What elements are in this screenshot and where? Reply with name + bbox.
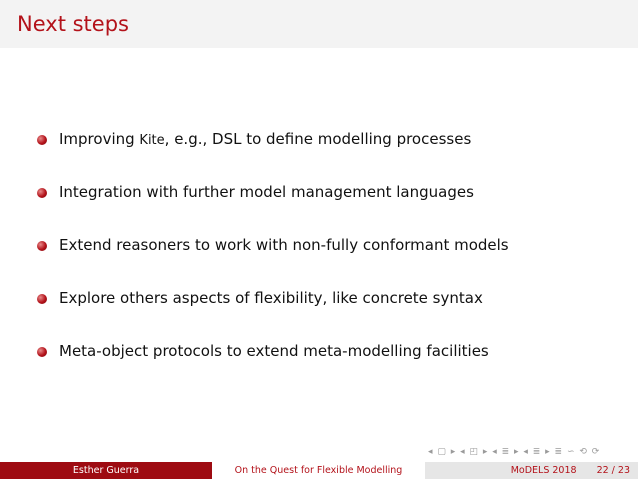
bullet-text: Explore others aspects of flexibility, like concrete syntax [59,289,483,307]
bullet-text-post: , e.g., DSL to define modelling processes [164,130,472,148]
bullet-item [37,285,627,311]
bullet-text [59,130,471,148]
bullet-text: Extend reasoners to work with non-fully conformant models [59,236,509,254]
beamer-navigation-icons[interactable]: ◂ ▢ ▸ ◂ ◰ ▸ ◂ ≣ ▸ ◂ ≣ ▸ ≣ ∽ ⟲ ⟳ [428,447,601,457]
bullet-item [37,338,627,364]
bullet-icon [37,294,47,304]
footer-author: Esther Guerra [0,462,212,479]
bullet-item [37,126,627,152]
bullet-icon [37,135,47,145]
bullet-item [37,232,627,258]
footer-talk-title: On the Quest for Flexible Modelling [212,462,425,479]
bullet-icon [37,241,47,251]
bullet-icon [37,347,47,357]
bullet-text-pre: Improving [59,130,140,148]
bullet-text: Meta-object protocols to extend meta-modelling facilities [59,342,489,360]
bullet-icon [37,188,47,198]
footer [0,462,638,479]
bullet-list [37,126,627,391]
bullet-item [37,179,627,205]
footer-conference: MoDELS 2018 [510,465,577,476]
bullet-text: Integration with further model management languages [59,183,474,201]
kite-name: Kite [139,133,165,148]
slide-title: Next steps [17,12,129,36]
footer-right [425,462,638,479]
title-bar [0,0,638,48]
page-number: 22 / 23 [596,465,630,476]
